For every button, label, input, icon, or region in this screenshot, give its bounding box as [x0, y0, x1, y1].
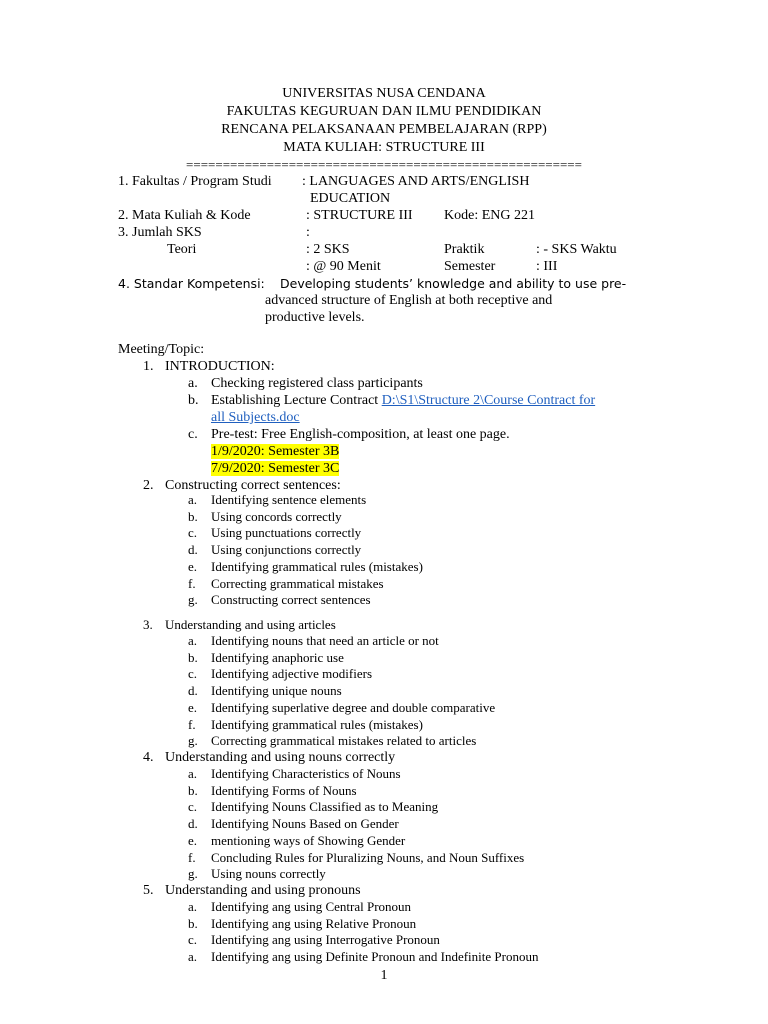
- list-item: Constructing correct sentences: [211, 592, 371, 608]
- item-letter: c.: [188, 799, 198, 815]
- highlighted-note: [211, 460, 339, 477]
- list-item: mentioning ways of Showing Gender: [211, 832, 406, 848]
- list-item: Using punctuations correctly: [211, 525, 362, 541]
- list-item: Identifying Characteristics of Nouns: [211, 766, 401, 781]
- list-item: Concluding Rules for Pluralizing Nouns, and Noun Suffixes: [211, 849, 525, 865]
- item-letter: b.: [188, 915, 198, 931]
- teori-label: Teori: [167, 242, 197, 257]
- note-semester-3c: 7/9/2020: Semester 3C: [211, 461, 340, 476]
- item-letter: g.: [188, 866, 198, 882]
- highlighted-note: [211, 443, 339, 460]
- list-item: Checking registered class participants: [211, 376, 423, 391]
- list-item: Using nouns correctly: [211, 866, 326, 882]
- item-letter: d.: [188, 683, 198, 699]
- item-letter: g.: [188, 592, 198, 608]
- topic-number: 5.: [143, 883, 154, 898]
- course-code: Kode: ENG 221: [444, 208, 535, 223]
- course-title: MATA KULIAH: STRUCTURE III: [283, 140, 485, 155]
- list-item: Identifying Nouns Based on Gender: [211, 816, 399, 832]
- list-item: Using concords correctly: [211, 508, 342, 524]
- meeting-topic-heading: Meeting/Topic:: [118, 342, 205, 357]
- list-item: Identifying grammatical rules (mistakes): [211, 716, 423, 732]
- list-item: Identifying nouns that need an article or not: [211, 633, 439, 648]
- item-letter: a.: [188, 899, 198, 914]
- list-item: Identifying ang using Definite Pronoun and Indefinite Pronoun: [211, 949, 539, 965]
- list-item: Identifying sentence elements: [211, 492, 367, 507]
- waktu-value: : @ 90 Menit: [306, 259, 381, 274]
- item-letter: c.: [188, 932, 198, 948]
- item-letter: f.: [188, 849, 196, 865]
- topic-number: 1.: [143, 359, 154, 374]
- topic-title: INTRODUCTION:: [165, 359, 275, 374]
- item-letter: a.: [188, 376, 198, 391]
- topic-number: 3.: [143, 617, 153, 632]
- item-letter: d.: [188, 542, 198, 558]
- item-letter: e.: [188, 832, 198, 848]
- item-letter: c.: [188, 427, 198, 442]
- topic-number: 2.: [143, 478, 154, 493]
- item-letter: b.: [188, 782, 198, 798]
- fakultas-label: 1. Fakultas / Program Studi: [118, 174, 272, 189]
- list-item: Identifying ang using Interrogative Pronoun: [211, 932, 440, 948]
- item-letter: g.: [188, 733, 198, 749]
- semester-label: Semester: [444, 259, 496, 274]
- semester-value: : III: [536, 259, 558, 274]
- list-item: Using conjunctions correctly: [211, 542, 362, 558]
- fakultas-value: : LANGUAGES AND ARTS/ENGLISH: [302, 174, 530, 189]
- list-item: Identifying Nouns Classified as to Meaning: [211, 799, 439, 815]
- list-item: Identifying grammatical rules (mistakes): [211, 558, 423, 574]
- course-contract-link[interactable]: D:\S1\Structure 2\Course Contract for: [381, 393, 596, 408]
- standar-text-cont: advanced structure of English at both receptive and: [265, 293, 553, 308]
- sks-label: 3. Jumlah SKS: [118, 225, 202, 240]
- praktik-label: Praktik: [444, 242, 485, 257]
- matkul-value: : STRUCTURE III: [306, 208, 413, 223]
- course-contract-link-cont[interactable]: all Subjects.doc: [211, 410, 300, 425]
- teori-value: : 2 SKS: [306, 242, 350, 257]
- university-name: UNIVERSITAS NUSA CENDANA: [282, 86, 486, 101]
- matkul-label: 2. Mata Kuliah & Kode: [118, 208, 251, 223]
- sks-colon: :: [306, 225, 310, 240]
- item-letter: f.: [188, 716, 196, 732]
- separator-line: ======================================================: [186, 157, 582, 172]
- item-letter: a.: [188, 766, 198, 781]
- item-letter: c.: [188, 666, 198, 682]
- item-letter: f.: [188, 575, 196, 591]
- topic-title: Understanding and using nouns correctly: [165, 750, 396, 765]
- item-letter: b.: [188, 393, 199, 408]
- page-number: [0, 967, 768, 984]
- note-semester-3b: 1/9/2020: Semester 3B: [211, 444, 340, 459]
- item-letter: b.: [188, 649, 198, 665]
- list-item: [211, 392, 595, 409]
- praktik-value: : - SKS Waktu: [536, 242, 617, 257]
- list-item: Identifying anaphoric use: [211, 649, 344, 665]
- standar-label: 4. Standar Kompetensi:: [118, 276, 265, 291]
- item-letter: e.: [188, 699, 198, 715]
- list-item: Identifying superlative degree and double comparative: [211, 699, 496, 715]
- standar-text-cont2: productive levels.: [265, 310, 365, 325]
- faculty-name: FAKULTAS KEGURUAN DAN ILMU PENDIDIKAN: [226, 104, 542, 119]
- standar-text: Developing students’ knowledge and ability to use pre-: [280, 276, 627, 291]
- topic-title: Understanding and using articles: [165, 617, 336, 632]
- lecture-contract-text: Establishing Lecture Contract: [211, 393, 379, 408]
- list-item: Identifying adjective modifiers: [211, 666, 373, 682]
- list-item: Identifying Forms of Nouns: [211, 782, 357, 798]
- topic-title: Constructing correct sentences:: [165, 478, 341, 493]
- fakultas-value-cont: EDUCATION: [310, 191, 391, 206]
- document-title: RENCANA PELAKSANAAN PEMBELAJARAN (RPP): [221, 122, 547, 137]
- list-item: Correcting grammatical mistakes related to articles: [211, 733, 477, 749]
- item-letter: a.: [188, 633, 198, 648]
- list-item: Pre-test: Free English-composition, at least one page.: [211, 427, 510, 442]
- item-letter: d.: [188, 816, 198, 832]
- list-item: Identifying ang using Relative Pronoun: [211, 915, 417, 931]
- item-letter: e.: [188, 558, 198, 574]
- list-item: Identifying unique nouns: [211, 683, 342, 699]
- item-letter: a.: [188, 492, 198, 507]
- topic-title: Understanding and using pronouns: [165, 883, 361, 898]
- topic-number: 4.: [143, 750, 154, 765]
- item-letter: c.: [188, 525, 198, 541]
- item-letter: a.: [188, 949, 198, 965]
- item-letter: b.: [188, 508, 198, 524]
- list-item: Identifying ang using Central Pronoun: [211, 899, 412, 914]
- page-number-text: 1: [380, 968, 388, 983]
- list-item: Correcting grammatical mistakes: [211, 575, 384, 591]
